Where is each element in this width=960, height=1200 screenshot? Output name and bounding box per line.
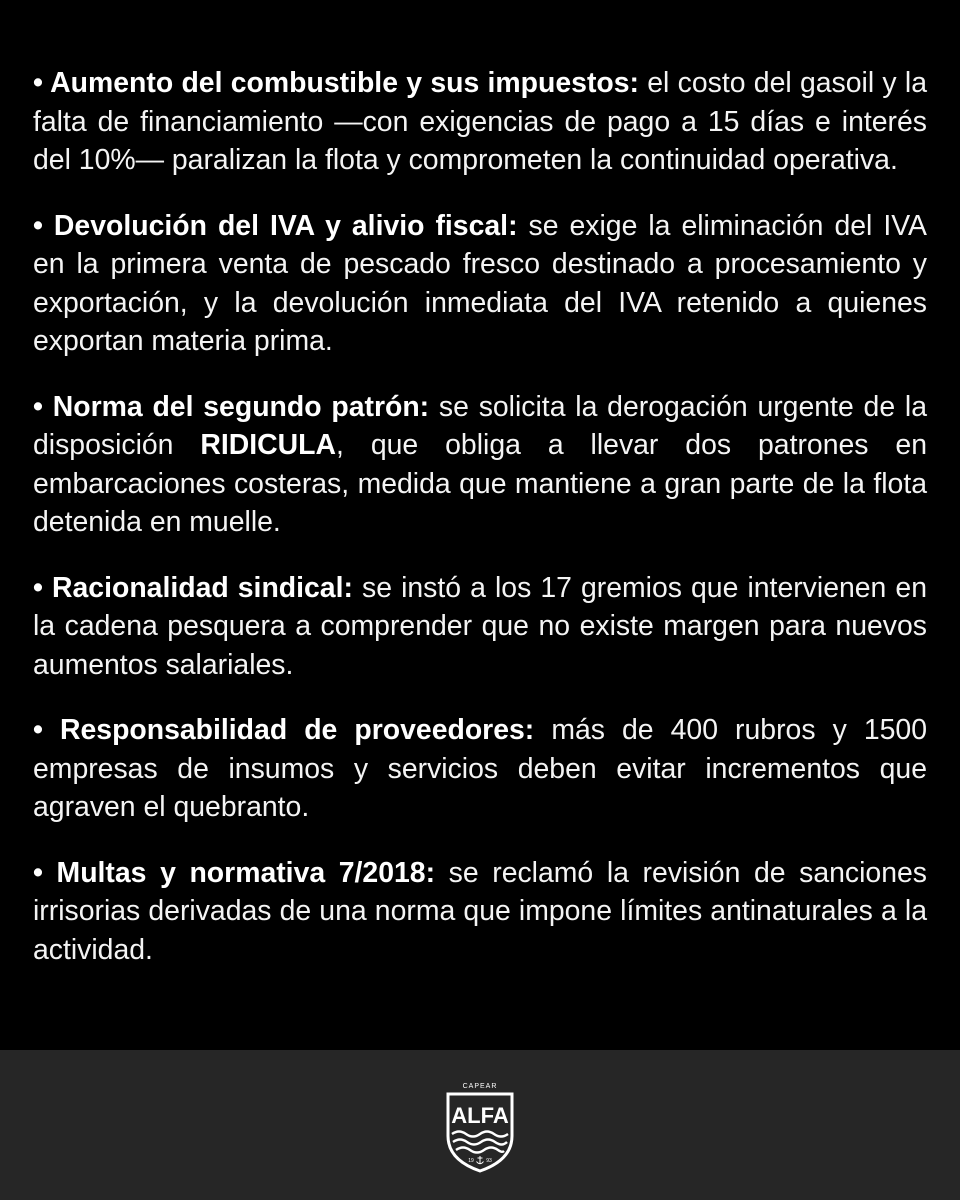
item-text: más de 400 rubros y 1500 empresas de insumos y servicios deben evitar incrementos que agraven el quebranto. xyxy=(33,714,927,823)
list-item-second-captain xyxy=(33,388,927,542)
list-item-suppliers xyxy=(33,711,927,827)
list-item-union xyxy=(33,569,927,685)
item-title: • Multas y normativa 7/2018: xyxy=(33,856,436,889)
item-text: se reclamó la revisión de sanciones irrisorias derivadas de una norma que impone límites antinaturales a la actividad. xyxy=(33,856,927,966)
item-title: • Norma del segundo patrón: xyxy=(33,390,430,423)
item-title: • Devolución del IVA y alivio fiscal: xyxy=(33,209,518,242)
logo-top-text: CAPEAR xyxy=(462,1083,498,1090)
logo-year-right: 93 xyxy=(486,1158,492,1164)
capear-alfa-logo xyxy=(440,1080,520,1174)
item-text: se solicita la derogación urgente de la disposición xyxy=(33,390,927,461)
anchor-icon xyxy=(477,1156,484,1164)
item-text: el costo del gasoil y la falta de financiamiento —con exigencias de pago a 15 días e interés del 10%— paralizan la flota y comprometen la continuidad operativa. xyxy=(33,67,927,176)
item-title: • Racionalidad sindical: xyxy=(33,571,353,604)
logo-main-text: ALFA xyxy=(451,1103,509,1128)
item-text-after: , que obliga a llevar dos patrones en embarcaciones costeras, medida que mantiene a gran parte de la flota detenida en muelle. xyxy=(33,429,927,538)
logo-year-left: 19 xyxy=(468,1158,474,1164)
waves-icon xyxy=(452,1132,508,1153)
item-title: • Responsabilidad de proveedores: xyxy=(33,714,535,746)
footer-bar xyxy=(0,1050,960,1200)
bullet-list xyxy=(33,64,927,996)
item-text: se exige la eliminación del IVA en la primera venta de pescado fresco destinado a procesamiento y exportación, y la devolución inmediata del IVA retenido a quienes exportan materia prima. xyxy=(33,209,927,357)
item-title: • Aumento del combustible y sus impuestos: xyxy=(33,67,639,99)
item-text: se instó a los 17 gremios que intervienen en la cadena pesquera a comprender que no existe margen para nuevos aumentos salariales. xyxy=(33,571,927,681)
list-item-fines xyxy=(33,854,927,970)
list-item-fuel xyxy=(33,64,927,180)
list-item-iva xyxy=(33,207,927,361)
item-emphasis: RIDICULA xyxy=(200,429,337,461)
